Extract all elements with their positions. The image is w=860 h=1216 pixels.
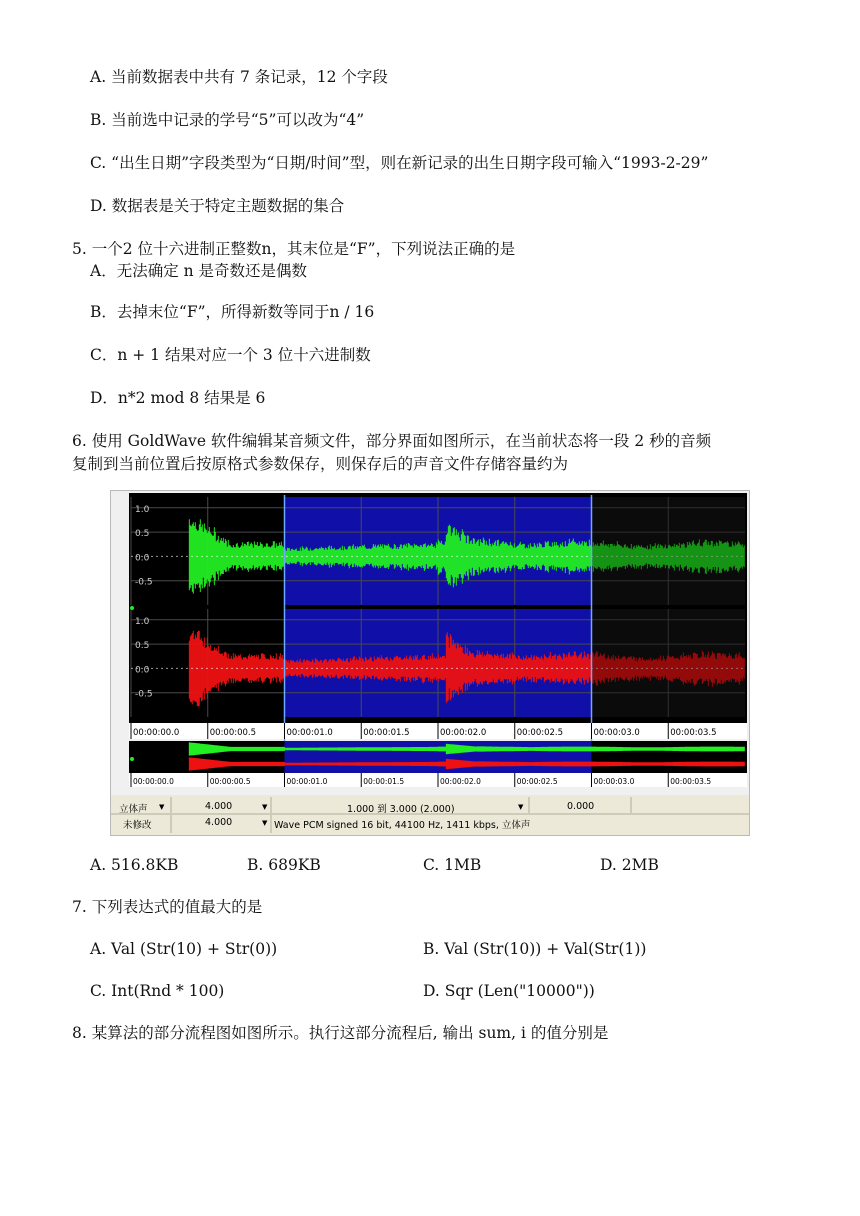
amplitude-label: 0.0 [135,553,150,564]
q7-option-b: B. Val (Str(10)) + Val(Str(1)) [423,940,647,958]
dropdown-arrow-icon: ▼ [159,803,165,811]
q5-stem: 5. 一个2 位十六进制正整数n，其末位是“F”，下列说法正确的是 [72,240,516,258]
timeline-label: 00:00:01.0 [286,777,328,786]
timeline-label: 00:00:03.0 [593,777,635,786]
status-selection: 1.000 到 3.000 (2.000) [347,804,455,815]
timeline-label: 00:00:00.0 [133,777,174,786]
timeline-label: 00:00:03.5 [670,777,712,786]
amplitude-label: 0.5 [135,529,150,540]
timeline-label: 00:00:03.5 [670,728,717,738]
timeline-label: 00:00:01.5 [363,777,405,786]
status-length: 4.000 [205,801,233,812]
q5-option-b: B．去掉末位“F”，所得新数等同于n / 16 [90,303,375,321]
q6-option-c: C. 1MB [423,856,482,874]
timeline-label: 00:00:02.0 [440,728,487,738]
dropdown-arrow-icon: ▼ [262,803,268,811]
timeline-label: 00:00:01.0 [286,728,333,738]
amplitude-label: 0.5 [135,641,150,652]
amplitude-label: 1.0 [135,504,150,515]
q4-option-c: C. “出生日期”字段类型为“日期/时间”型，则在新记录的出生日期字段可输入“1993-2-29” [90,154,709,172]
q4-option-a: A. 当前数据表中共有 7 条记录，12 个字段 [90,68,388,86]
goldwave-screenshot [110,490,750,836]
status-position: 0.000 [567,801,595,812]
status-format: Wave PCM signed 16 bit, 44100 Hz, 1411 kbps, 立体声 [274,820,531,831]
q6-stem-line2: 复制到当前位置后按原格式参数保存，则保存后的声音文件存储容量约为 [72,455,569,473]
timeline-label: 00:00:00.0 [133,728,180,738]
overview-selection [285,741,592,773]
q7-stem: 7. 下列表达式的值最大的是 [72,898,263,916]
q7-option-d: D. Sqr (Len("10000")) [423,982,595,1000]
amplitude-label: 1.0 [135,616,150,627]
q7-option-a: A. Val (Str(10) + Str(0)) [90,940,278,958]
amplitude-label: -0.5 [135,689,153,700]
goldwave-waveform-view [111,491,749,835]
amplitude-label: 0.0 [135,665,150,676]
q6-option-b: B. 689KB [247,856,321,874]
q5-option-a: A．无法确定 n 是奇数还是偶数 [90,262,308,280]
q5-option-c: C．n + 1 结果对应一个 3 位十六进制数 [90,346,371,364]
unselected-shade [592,497,746,605]
status-length-2: 4.000 [205,817,233,828]
q6-stem-line1: 6. 使用 GoldWave 软件编辑某音频文件，部分界面如图所示，在当前状态将一段 2 秒的音频 [72,432,712,450]
timeline-label: 00:00:03.0 [593,728,640,738]
channel-marker [130,606,134,610]
timeline-label: 00:00:00.5 [209,728,257,738]
q8-stem: 8. 某算法的部分流程图如图所示。执行这部分流程后, 输出 sum, i 的值分别是 [72,1024,609,1042]
q4-option-b: B. 当前选中记录的学号“5”可以改为“4” [90,111,365,129]
q6-option-a: A. 516.8KB [90,856,179,874]
q5-option-d: D．n*2 mod 8 结果是 6 [90,389,266,407]
timeline-label: 00:00:02.5 [516,777,558,786]
q7-option-c: C. Int(Rnd * 100) [90,982,225,1000]
status-state: 未修改 [123,820,152,831]
dropdown-arrow-icon: ▼ [518,803,524,811]
unselected-shade [592,609,746,717]
timeline-label: 00:00:01.5 [363,728,410,738]
dropdown-arrow-icon: ▼ [262,819,268,827]
timeline-label: 00:00:02.0 [440,777,481,786]
channel-marker [130,757,134,761]
q6-option-d: D. 2MB [600,856,659,874]
q4-option-d: D. 数据表是关于特定主题数据的集合 [90,197,345,215]
timeline-label: 00:00:02.5 [516,728,564,738]
amplitude-label: -0.5 [135,577,153,588]
timeline-label: 00:00:00.5 [209,777,251,786]
status-channel: 立体声 [119,804,148,815]
